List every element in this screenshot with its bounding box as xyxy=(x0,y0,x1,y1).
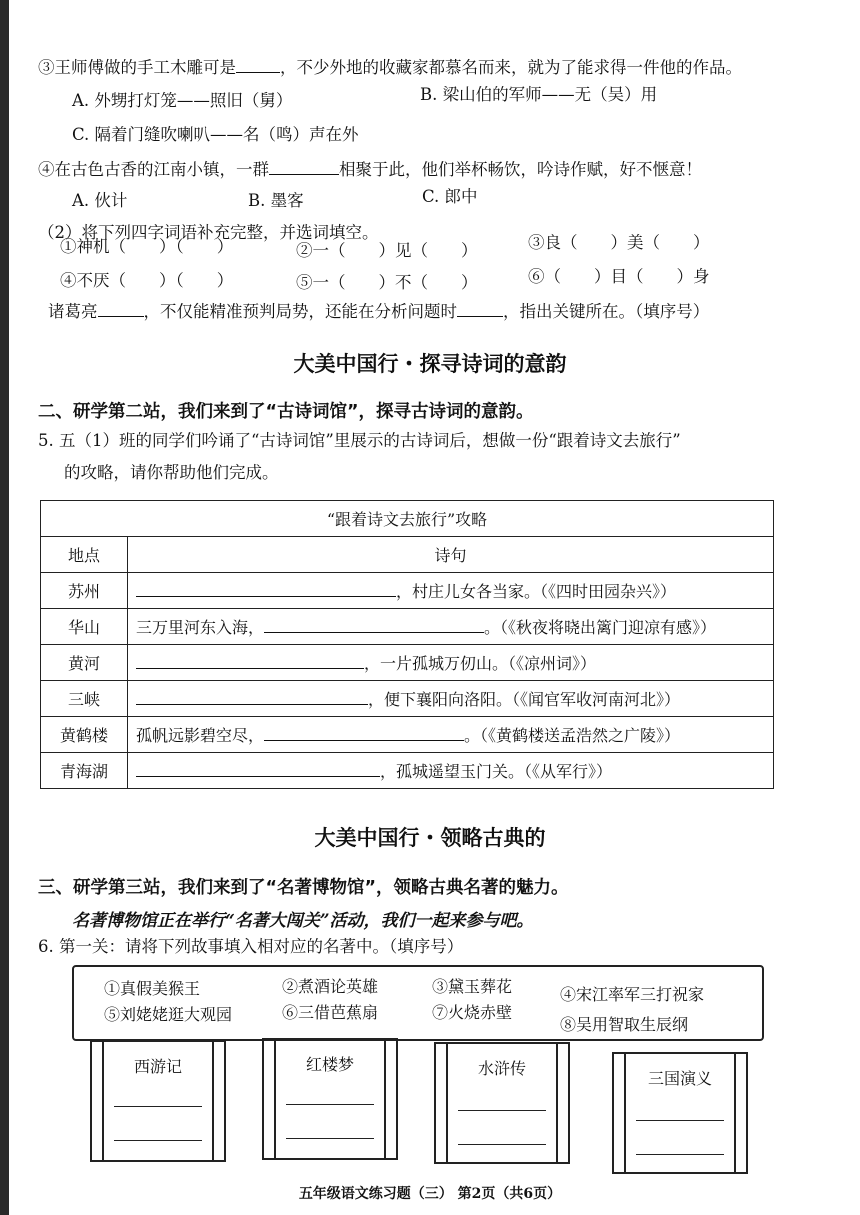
q3-blank[interactable] xyxy=(236,56,280,73)
place-cell: 青海湖 xyxy=(41,753,128,789)
section2-heading: 二、研学第二站，我们来到了“古诗词馆”，探寻古诗词的意韵。 xyxy=(38,402,534,422)
q5-line-1: 5. 五（1）班的同学们吟诵了“古诗词馆”里展示的古诗词后，想做一份“跟着诗文去旅行” xyxy=(38,431,681,450)
answer-line[interactable] xyxy=(458,1144,546,1145)
idiom-2: ②一（ ）见（ ） xyxy=(296,241,478,260)
book-title: 西游记 xyxy=(133,1057,182,1076)
table-row: 黄鹤楼 孤帆远影碧空尽， 。（《黄鹤楼送孟浩然之广陵》） xyxy=(41,717,774,753)
story-option: ⑦火烧赤壁 xyxy=(432,1003,513,1022)
q3-option-a: A. 外甥打灯笼——照旧（舅） xyxy=(72,91,293,110)
q5-line-2: 的攻略，请你帮助他们完成。 xyxy=(64,463,279,482)
place-cell: 黄鹤楼 xyxy=(41,717,128,753)
poem-blank[interactable] xyxy=(136,652,364,669)
book-xiyouji xyxy=(90,1040,226,1162)
book-shuihuzhuan xyxy=(434,1042,570,1164)
story-option: ②煮酒论英雄 xyxy=(282,977,379,996)
q6-instruction: 6. 第一关：请将下列故事填入相对应的名著中。（填序号） xyxy=(38,937,464,956)
story-option: ④宋江率军三打祝家 xyxy=(560,985,705,1004)
q4-stem: ④在古色古香的江南小镇，一群 相聚于此，他们举杯畅饮，吟诗作赋，好不惬意！ xyxy=(38,160,702,179)
story-option: ⑧吴用智取生辰纲 xyxy=(560,1015,689,1034)
table-row: 苏州 ，村庄儿女各当家。（《四时田园杂兴》） xyxy=(41,573,774,609)
answer-line[interactable] xyxy=(636,1120,724,1121)
part2-instruction: （2）将下列四字词语补充完整，并选词填空。 xyxy=(38,223,379,242)
place-cell: 华山 xyxy=(41,609,128,645)
poem-blank[interactable] xyxy=(264,724,464,741)
q4-option-b: B. 墨客 xyxy=(248,191,304,210)
section2-title: 大美中国行・探寻诗词的意韵 xyxy=(293,352,567,376)
book-title: 红楼梦 xyxy=(305,1055,354,1074)
q3-option-c: C. 隔着门缝吹喇叭——名（鸣）声在外 xyxy=(72,125,359,144)
poem-blank[interactable] xyxy=(136,760,380,777)
story-option: ⑥三借芭蕉扇 xyxy=(282,1003,379,1022)
activity-note: 名著博物馆正在举行“名著大闯关”活动，我们一起来参与吧。 xyxy=(72,911,534,931)
table-title: “跟着诗文去旅行”攻略 xyxy=(41,501,774,537)
idiom-4: ④不厌（ ）（ ） xyxy=(60,271,234,290)
place-cell: 黄河 xyxy=(41,645,128,681)
q4-blank[interactable] xyxy=(269,158,339,175)
book-hongloumeng xyxy=(262,1038,398,1160)
col-poem-header: 诗句 xyxy=(128,537,774,573)
sentence-blank-1[interactable] xyxy=(98,300,144,317)
poem-travel-table xyxy=(40,500,774,789)
idiom-1: ①神机（ ）（ ） xyxy=(60,237,234,256)
answer-line[interactable] xyxy=(114,1140,202,1141)
section3-heading: 三、研学第三站，我们来到了“名著博物馆”，领略古典名著的魅力。 xyxy=(38,878,569,898)
poem-blank[interactable] xyxy=(136,688,368,705)
place-cell: 三峡 xyxy=(41,681,128,717)
part2-sentence: 诸葛亮 ，不仅能精准预判局势，还能在分析问题时 ，指出关键所在。（填序号） xyxy=(48,302,710,321)
answer-line[interactable] xyxy=(286,1138,374,1139)
col-place-header: 地点 xyxy=(41,537,128,573)
answer-line[interactable] xyxy=(458,1110,546,1111)
table-row: 华山 三万里河东入海， 。（《秋夜将晓出篱门迎凉有感》） xyxy=(41,609,774,645)
q4-option-a: A. 伙计 xyxy=(72,191,128,210)
table-row: 黄河 ，一片孤城万仞山。（《凉州词》） xyxy=(41,645,774,681)
idiom-3: ③良（ ）美（ ） xyxy=(528,233,710,252)
page-footer: 五年级语文练习题（三） 第2页（共6页） xyxy=(298,1186,562,1202)
scan-edge xyxy=(0,0,9,1215)
sentence-blank-2[interactable] xyxy=(457,300,503,317)
story-option: ⑤刘姥姥逛大观园 xyxy=(104,1005,233,1024)
q3-stem: ③王师傅做的手工木雕可是 ，不少外地的收藏家都慕名而来，就为了能求得一件他的作品。 xyxy=(38,58,742,77)
idiom-6: ⑥（ ）目（ ）身 xyxy=(528,267,710,286)
answer-line[interactable] xyxy=(114,1106,202,1107)
table-row: 青海湖 ，孤城遥望玉门关。（《从军行》） xyxy=(41,753,774,789)
q3-option-b: B. 梁山伯的军师——无（吴）用 xyxy=(420,85,658,104)
answer-line[interactable] xyxy=(286,1104,374,1105)
q4-option-c: C. 郎中 xyxy=(422,187,478,206)
poem-blank[interactable] xyxy=(264,616,484,633)
poem-blank[interactable] xyxy=(136,580,396,597)
idiom-5: ⑤一（ ）不（ ） xyxy=(296,273,478,292)
place-cell: 苏州 xyxy=(41,573,128,609)
section3-title: 大美中国行・领略古典的 xyxy=(314,826,546,850)
answer-line[interactable] xyxy=(636,1154,724,1155)
book-title: 水浒传 xyxy=(477,1059,526,1078)
story-option: ①真假美猴王 xyxy=(104,979,201,998)
book-sanguoyanyi xyxy=(612,1052,748,1174)
book-title: 三国演义 xyxy=(647,1069,712,1088)
story-option: ③黛玉葬花 xyxy=(432,977,513,996)
table-row: 三峡 ，便下襄阳向洛阳。（《闻官军收河南河北》） xyxy=(41,681,774,717)
